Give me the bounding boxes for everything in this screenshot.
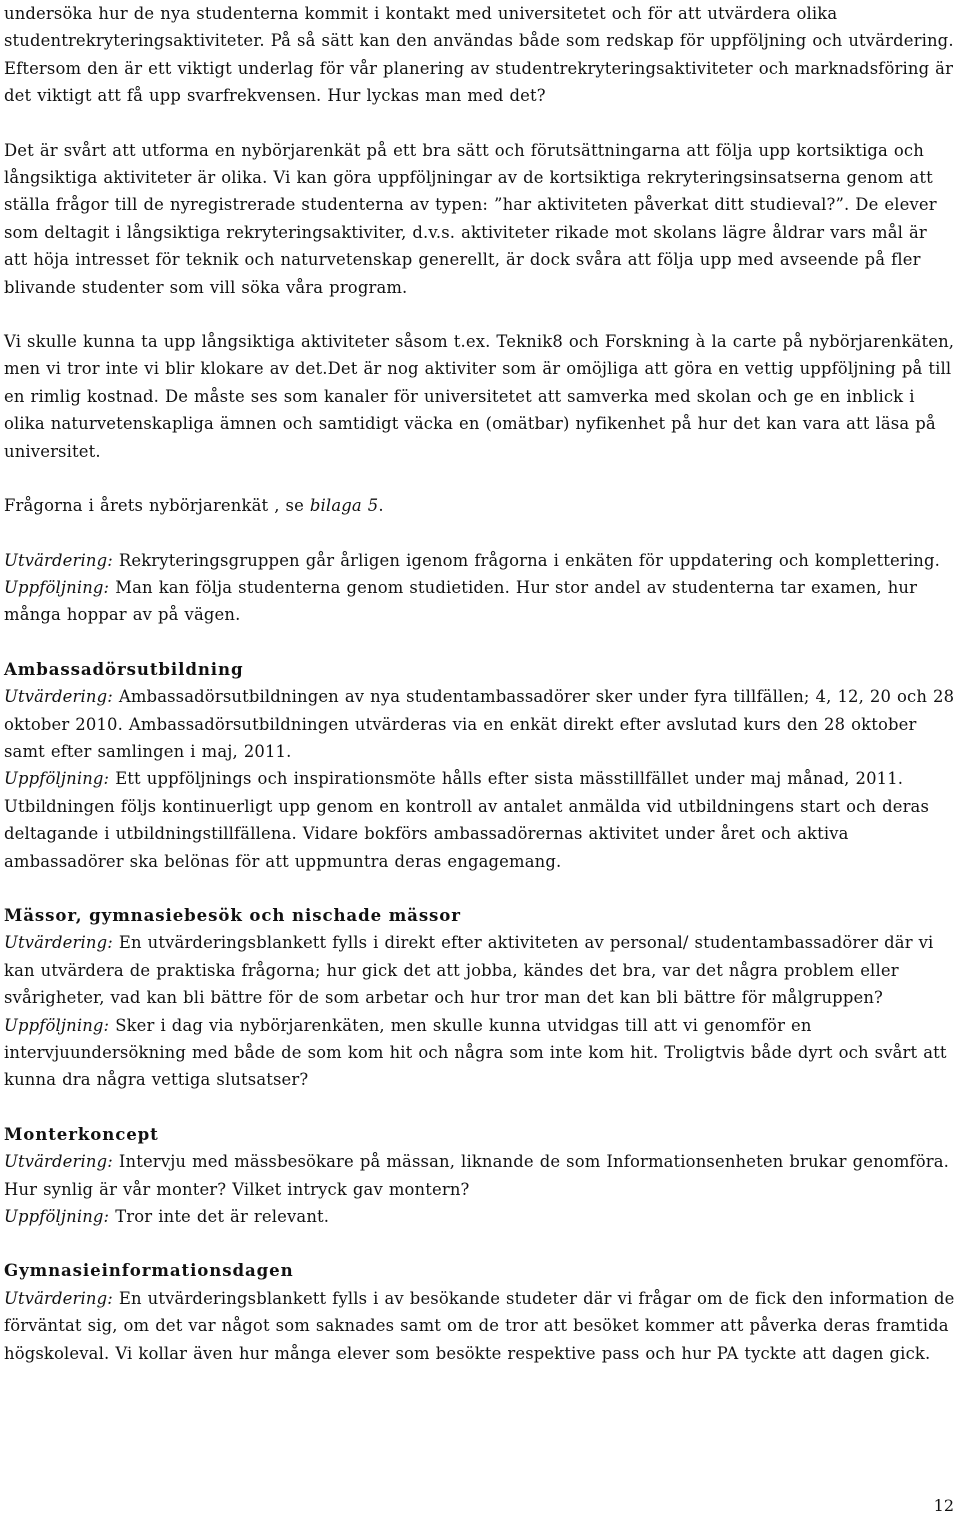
paragraph-survey-questions: [4, 492, 956, 519]
evaluation-text: Rekryteringsgruppen går årligen igenom frågorna i enkäten för uppdatering och komplettering.: [112, 550, 940, 570]
followup-label: Uppföljning:: [4, 577, 110, 597]
paragraph-gap: [4, 465, 956, 492]
followup-paragraph: [4, 765, 956, 875]
appendix-reference: bilaga 5: [309, 496, 379, 516]
survey-questions-text: Frågorna i årets nybörjarenkät , se: [4, 496, 310, 516]
paragraph-gap: [4, 301, 956, 328]
evaluation-label: Utvärdering:: [4, 1288, 113, 1308]
evaluation-label: Utvärdering:: [4, 550, 113, 570]
evaluation-paragraph: [4, 547, 956, 574]
followup-paragraph: [4, 574, 956, 629]
evaluation-text: Ambassadörsutbildningen av nya studentambassadörer sker under fyra tillfällen; 4, 12, 20 och 28 oktober 2010. Ambassadörsutbildningen utvärderas via en enkät direkt efter avslutad kurs den 28 oktober samt efter samlingen i maj, 2011.: [4, 687, 955, 761]
followup-text: Ett uppföljnings och inspirationsmöte hålls efter sista mässtillfället under maj månad, 2011. Utbildningen följs kontinuerligt upp genom en kontroll av antalet anmälda vid utbildningens start och deras deltagande i utbildningstillfällena. Vidare bokförs ambassadörernas aktivitet under året och aktiva ambassadörer ska belönas för att uppmuntra deras engagemang.: [4, 769, 930, 871]
evaluation-text: Intervju med mässbesökare på mässan, liknande de som Informationsenheten brukar genomföra. Hur synlig är vår monter? Vilket intryck gav montern?: [4, 1152, 950, 1199]
paragraph-gap: [4, 629, 956, 656]
evaluation-label: Utvärdering:: [4, 933, 113, 953]
paragraph-intro: undersöka hur de nya studenterna kommit i kontakt med universitetet och för att utvärdera olika studentrekryteringsaktiviteter. På så sätt kan den användas både som redskap för uppföljning och utvärdering. Eftersom den är ett viktigt underlag för vår planering av studentrekryteringsaktiviteter och marknadsföring är det viktigt att få upp svarfrekvensen. Hur lyckas man med det?: [4, 4, 954, 106]
section-heading-fairs: Mässor, gymnasiebesök och nischade mässor: [4, 904, 461, 925]
section-heading-upper-secondary-info-day: Gymnasieinformationsdagen: [4, 1260, 294, 1281]
followup-text: Man kan följa studenterna genom studietiden. Hur stor andel av studenterna tar examen, hur många hoppar av på vägen.: [4, 577, 918, 625]
paragraph-survey-design: Det är svårt att utforma en nybörjarenkät på ett bra sätt och förutsättningarna att följa upp kortsiktiga och långsiktiga aktiviteter är olika. Vi kan göra uppföljningar av de kortsiktiga rekryteringsinsatserna genom att ställa frågor till de nyregistrerade studenterna av typen: ”har aktiviteten påverkat ditt studieval?”. De elever som deltagit i långsiktiga rekryteringsaktiviter, d.v.s. aktiviteter rikade mot skolans lägre åldrar vars mål är att höja intresset för teknik och naturvetenskap generellt, är dock svåra att följa upp med avseende på fler blivande studenter som vill söka våra program.: [4, 140, 937, 297]
followup-label: Uppföljning:: [4, 769, 110, 789]
evaluation-label: Utvärdering:: [4, 687, 113, 707]
followup-text: Sker i dag via nybörjarenkäten, men skulle kunna utvidgas till att vi genomför en intervjuundersökning med både de som kom hit och några som inte kom hit. Troligtvis både dyrt och svårt att kunna dra några vettiga slutsatser?: [4, 1015, 947, 1090]
followup-label: Uppföljning:: [4, 1015, 110, 1035]
page-number: 12: [933, 1496, 954, 1515]
section-heading-booth-concept: Monterkoncept: [4, 1123, 159, 1144]
evaluation-paragraph: [4, 1148, 956, 1203]
paragraph-long-term-activities: Vi skulle kunna ta upp långsiktiga aktiviteter såsom t.ex. Teknik8 och Forskning à la carte på nybörjarenkäten, men vi tror inte vi blir klokare av det.Det är nog aktiviter som är omöjliga att göra en vettig uppföljning på till en rimlig kostnad. De måste ses som kanaler för universitetet att samverka med skolan och ge en inblick i olika naturvetenskapliga ämnen och samtidigt väcka en (omätbar) nyfikenhet på hur det kan vara att läsa på universitet.: [4, 332, 955, 461]
evaluation-label: Utvärdering:: [4, 1152, 113, 1172]
evaluation-text: En utvärderingsblankett fylls i av besökande studeter där vi frågar om de fick den information de förväntat sig, om det var något som saknades samt om de tror att besöket kommer att påverka deras framtida högskoleval. Vi kollar även hur många elever som besökte respektive pass och hur PA tyckte att dagen gick.: [4, 1288, 955, 1363]
survey-questions-end: .: [378, 496, 384, 516]
section-heading-ambassador-training: Ambassadörsutbildning: [4, 658, 244, 679]
followup-label: Uppföljning:: [4, 1207, 110, 1227]
followup-text: Tror inte det är relevant.: [109, 1207, 330, 1227]
paragraph-gap: [4, 875, 956, 902]
paragraph-gap: [4, 1230, 956, 1257]
evaluation-paragraph: [4, 1285, 956, 1367]
evaluation-paragraph: [4, 683, 956, 765]
evaluation-text: En utvärderingsblankett fylls i direkt efter aktiviteten av personal/ studentambassadörer där vi kan utvärdera de praktiska frågorna; hur gick det att jobba, kändes det bra, var det några problem eller svårigheter, vad kan bli bättre för de som arbetar och hur tror man det kan bli bättre för målgruppen?: [4, 933, 934, 1008]
document-page: [4, 0, 956, 1367]
paragraph-gap: [4, 110, 956, 137]
followup-paragraph: [4, 1203, 956, 1230]
paragraph-gap: [4, 520, 956, 547]
paragraph-gap: [4, 1094, 956, 1121]
evaluation-paragraph: [4, 929, 956, 1011]
followup-paragraph: [4, 1012, 956, 1094]
